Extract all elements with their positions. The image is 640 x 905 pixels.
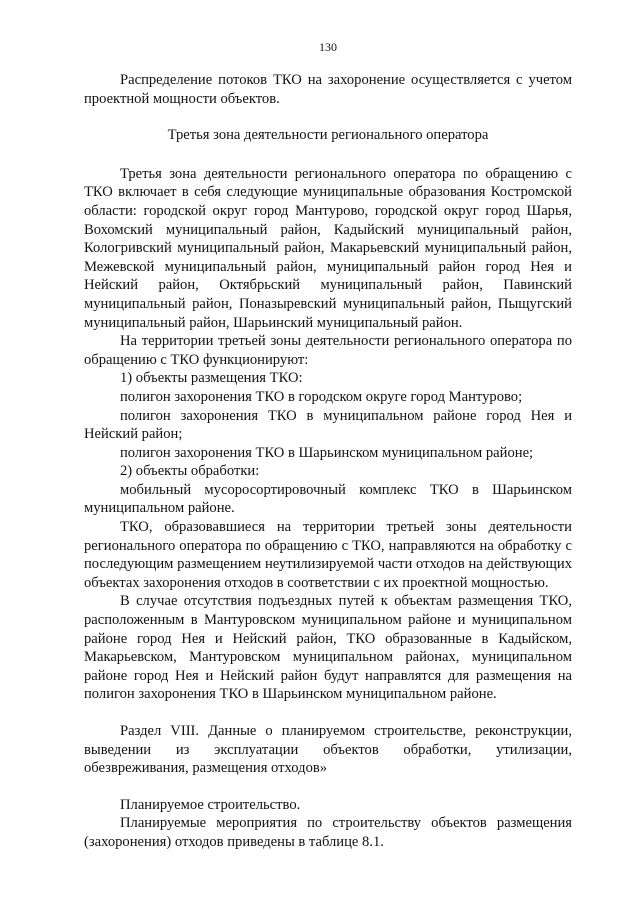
spacer (84, 704, 572, 722)
page-number: 130 (319, 40, 337, 54)
paragraph-planned-construction: Планируемое строительство. (120, 796, 301, 813)
list-item-landfill-neya: полигон захоронения ТКО в муниципальном районе город Нея и Нейский район; (84, 407, 572, 443)
spacer (84, 108, 572, 126)
paragraph-waste-direction: ТКО, образовавшиеся на территории третьей зоны деятельности регионального оператора по обращению с ТКО, направляются на обработку с последующим размещением неутилизируемой части отходов на действующих объектах захоронения отходов в соответствии с их проектной мощностью. (84, 519, 572, 591)
list-heading-placement-objects: 1) объекты размещения ТКО: (120, 370, 303, 387)
paragraph-access-roads: В случае отсутствия подъездных путей к объектам размещения ТКО, расположенным в Мантуровском муниципальном районе и муниципальном районе город Нея и Нейский район, ТКО образованные в Кадыйском, Макарьевском, Мантуровском муниципальном районах, муниципальном районе город Нея и Нейский район будут направлятся для размещения на полигон захоронения ТКО в Шарьинском муниципальном районе. (84, 593, 572, 703)
paragraph-functioning-objects: На территории третьей зоны деятельности регионального оператора по обращению с ТКО функционируют: (84, 333, 572, 368)
section-heading-third-zone: Третья зона деятельности регионального оператора (167, 127, 489, 144)
paragraph-planned-measures: Планируемые мероприятия по строительству объектов размещения (захоронения) отходов приведены в таблице 8.1. (84, 815, 572, 850)
paragraph-disposal-flows: Распределение потоков ТКО на захоронение осуществляется с учетом проектной мощности объектов. (84, 72, 572, 107)
list-item-landfill-sharya: полигон захоронения ТКО в Шарьинском муниципальном районе; (120, 444, 534, 461)
list-heading-processing-objects: 2) объекты обработки: (120, 463, 260, 480)
paragraph-third-zone-composition: Третья зона деятельности регионального оператора по обращению с ТКО включает в себя следующие муниципальные образования Костромской области: городской округ город Мантурово, городской округ город Шарья, Вохомский муниципальный район, Кадыйский муниципальный район, Кологривский муниципальный район, Макарьевский муниципальный район, Межевской муниципальный район, муниципальный район город Нея и Нейский район, Октябрьский муниципальный район, Павинский муниципальный район, Поназыревский муниципальный район, Пыщугский муниципальный район, Шарьинский муниципальный район. (84, 165, 572, 331)
spacer (84, 778, 572, 796)
section-heading-viii: Раздел VIII. Данные о планируемом строительстве, реконструкции, выведении из эксплуатации объектов обработки, утилизации, обезвреживания, размещения отходов» (84, 723, 572, 777)
list-item-landfill-manturovo: полигон захоронения ТКО в городском округе город Мантурово; (120, 388, 523, 405)
document-page (84, 40, 572, 852)
spacer (84, 145, 572, 165)
list-item-sorting-complex: мобильный мусоросортировочный комплекс ТКО в Шарьинском муниципальном районе. (84, 481, 572, 517)
